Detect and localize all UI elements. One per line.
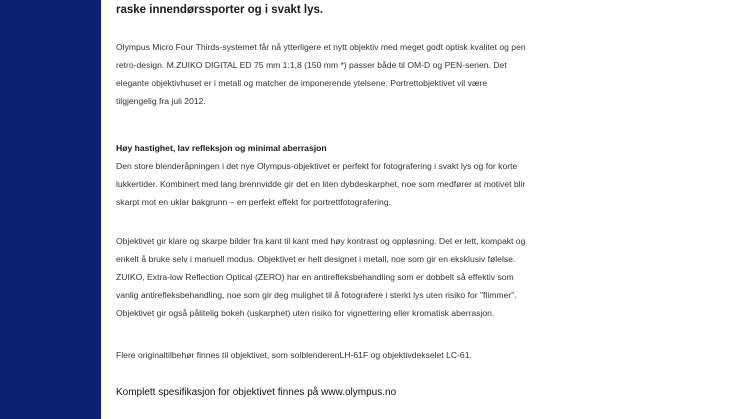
quality-line: Objektivet gir klare og skarpe bilder fra kant til kant med høy kontrast og oppløsning. Det er lett, kompakt og bbox=[116, 236, 526, 246]
section-line: skarpt mot en uklar bakgrunn – en perfekt effekt for portrettfotografering. bbox=[116, 197, 391, 207]
quality-line: vanlig antirefleksbehandling, noe som gir deg mulighet til å fotografere i sterkt lys uten risiko for "flimmer". bbox=[116, 290, 517, 300]
quality-line: enkelt å bruke selv i manuell modus. Objektivet er helt designet i metall, noe som gir en eksklusiv følelse. bbox=[116, 254, 516, 264]
quality-paragraph bbox=[116, 232, 646, 322]
intro-line: tilgjengelig fra juli 2012. bbox=[116, 96, 206, 106]
quality-line: ZUIKO, Extra-low Reflection Optical (ZERO) har en antirefleksbehandling som er dobbelt så effektiv som bbox=[116, 272, 514, 282]
accessories-line: Flere originaltilbehør finnes til objektivet, som solblenderenLH-61F og objektivdekselet LC-61. bbox=[116, 350, 472, 360]
heading-tail: raske innendørssporter og i svakt lys. bbox=[116, 4, 324, 16]
section-line: Den store blenderåpningen i det nye Olympus-objektivet er perfekt for fotografering i svakt lys og for korte bbox=[116, 161, 518, 171]
speed-section bbox=[116, 139, 646, 211]
intro-line: elegante objektivhuset er i metall og matcher de imponerende ytelsene. Portrettobjektivet vil være bbox=[116, 78, 488, 88]
intro-line: Olympus Micro Four Thirds-systemet får nå ytterligere et nytt objektiv med meget godt optisk kvalitet og pen bbox=[116, 42, 526, 52]
sidebar-band bbox=[0, 0, 101, 419]
contact-line: Komplett spesifikasjon for objektivet finnes på www.olympus.no bbox=[116, 387, 397, 398]
section-title: Høy hastighet, lav refleksjon og minimal aberrasjon bbox=[116, 143, 327, 153]
section-line: lukkertider. Kombinert med lang brennvidde gir det en liten dybdeskarphet, noe som medfører at motivet blir bbox=[116, 179, 526, 189]
intro-line: retro-design. M.ZUIKO DIGITAL ED 75 mm 1:1,8 (150 mm *) passer både til OM-D og PEN-serien. Det bbox=[116, 60, 507, 70]
intro-paragraph bbox=[116, 38, 646, 110]
accessories-paragraph bbox=[116, 346, 646, 364]
quality-line: Objektivet gir også pålitelig bokeh (uskarphet) uten risiko for vignettering eller kromatisk aberrasjon. bbox=[116, 308, 495, 318]
